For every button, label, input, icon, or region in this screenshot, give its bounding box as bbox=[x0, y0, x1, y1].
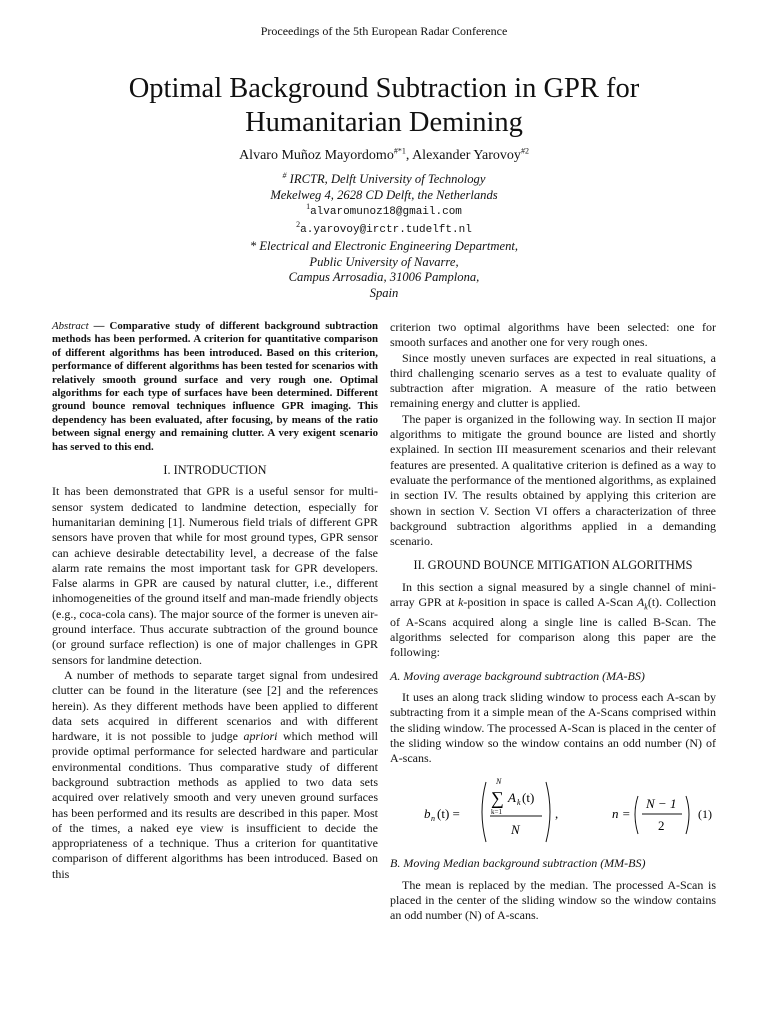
paper-title bbox=[60, 72, 708, 140]
right-paragraph-0: criterion two optimal algorithms have been selected: one for smooth surfaces and another one for very rough ones. bbox=[390, 320, 716, 350]
author-1-name: Alvaro Muñoz Mayordomo bbox=[239, 148, 394, 163]
section-1-heading: I. INTRODUCTION bbox=[163, 463, 267, 478]
eq-lhs-rest: (t) = bbox=[437, 806, 460, 822]
affiliation-2-line-3: Campus Arrosadia, 31006 Pamplona, bbox=[288, 270, 480, 284]
eq-sum-top: N bbox=[496, 777, 502, 787]
author-2-name: Alexander Yarovoy bbox=[412, 148, 521, 163]
email-2-address: a.yarovoy@irctr.tudelft.nl bbox=[300, 223, 472, 236]
right-paragraph-1: Since mostly uneven surfaces are expected in real situations, a third challenging scenario serves as a test to evaluate quality of subtraction after migration. A measure of the ratio between remaining energy and clutter is applied. bbox=[390, 350, 716, 411]
equation-1 bbox=[390, 772, 716, 848]
email-1-address: alvaromunoz18@gmail.com bbox=[310, 206, 462, 218]
subsection-b-paragraph: The mean is replaced by the median. The processed A-Scan is placed in the center of the sliding window so the window contains an odd number (N) of A-scans. bbox=[390, 877, 716, 923]
eq-lhs-n: n bbox=[431, 814, 435, 824]
affiliation-2-line-1: * Electrical and Electronic Engineering Department, bbox=[249, 239, 519, 253]
eq-term-t: (t) bbox=[522, 790, 535, 806]
eq-number: (1) bbox=[698, 807, 712, 822]
title-line-1: Optimal Background Subtraction in GPR for bbox=[128, 73, 640, 104]
section-2-heading: II. GROUND BOUNCE MITIGATION ALGORITHMS bbox=[413, 558, 693, 573]
title-line-2: Humanitarian Demining bbox=[245, 107, 523, 138]
affiliation-2 bbox=[0, 239, 768, 301]
email-2: $^2$a.yarovoy@irctr.tudelft.nl bbox=[296, 219, 472, 236]
eq-term: A bbox=[508, 790, 516, 806]
email-1: $^1$alvaromunoz18@gmail.com bbox=[306, 201, 462, 218]
abstract bbox=[52, 320, 378, 454]
affiliation-2-line-4: Spain bbox=[369, 285, 399, 300]
author-line bbox=[0, 148, 768, 164]
conference-header: Proceedings of the 5th European Radar Conference bbox=[260, 24, 508, 38]
eq-comma: , bbox=[555, 806, 559, 822]
eq-sigma: ∑ bbox=[491, 788, 504, 809]
eq-term-sub: k bbox=[517, 798, 521, 808]
author-2-sup: #2 bbox=[520, 146, 529, 156]
abstract-dash: — bbox=[88, 320, 110, 332]
affiliation-1-line-2: Mekelweg 4, 2628 CD Delft, the Netherlands bbox=[270, 187, 498, 202]
affiliation-1-line-1: # IRCTR, Delft University of Technology bbox=[282, 170, 486, 186]
section-1-paragraph-1: It has been demonstrated that GPR is a useful sensor for multi-sensor system dedicated to landmine detection, especially for humanitarian demining [1]. Numerous field trials of different GPR sensors have proven that while for most ground types, GPR sensor can achieve desirable detectability level, a decrease of the false alarm rate remains the most important task for GPR developers. False alarms in GPR are caused by natural clutter, i.e., different inhomogeneities of the ground itself and man-made friendly objects (e.g., coca-cola cans). The major source of the former is uneven air-ground interface. Thus accurate subtraction of the ground bounce (or ground surface reflection) is one of major challenges in GPR sensors for landmine detection. bbox=[52, 484, 378, 667]
eq-denom: N bbox=[511, 822, 520, 838]
abstract-lead: Abstract bbox=[52, 320, 89, 332]
subsection-a-heading: A. Moving average background subtraction (MA-BS) bbox=[390, 668, 645, 683]
affiliation-1-mark: # bbox=[282, 170, 287, 180]
abstract-body: Comparative study of different background subtraction methods has been performed. A criterion for quantitative comparison of different algorithms has been introduced. Based on this criterion, performance of different algorithms has been tested for scenarios with relatively smooth ground surface and very rough one. Optimal algorithms for each type of surfaces have been determined. Different ground bounce removal techniques influence GPR imaging. This dependency has been evaluated, after focusing, by means of the ratio between signal energy and remaining clutter. A very exigent scenario has served to this end. bbox=[52, 320, 378, 453]
eq-lhs-b: b bbox=[424, 806, 431, 822]
eq-n-paren-left bbox=[635, 796, 638, 834]
eq-n-paren-right bbox=[686, 796, 689, 834]
eq-n-lhs: n = bbox=[612, 806, 631, 822]
author-1-sup: #*1 bbox=[393, 146, 406, 156]
affiliation-2-line-2: Public University of Navarre, bbox=[309, 254, 459, 269]
eq-paren-right bbox=[546, 782, 550, 842]
eq-paren-left bbox=[482, 782, 486, 842]
left-column bbox=[52, 320, 378, 882]
right-paragraph-2: The paper is organized in the following way. In section II major algorithms to mitigate the ground bounce are listed and shortly explained. In section III measurement scenarios and their relevant features are presented. A qualitative criterion is defined as a way to evaluate the performance of the mentioned algorithms, as explained in section IV. The results obtained by applying this criterion are shown in section V. Section VI offers a characterization of three background subtraction algorithms applied in a demanding scenario. bbox=[390, 411, 716, 549]
eq-n-num: N − 1 bbox=[646, 796, 677, 812]
section-2-paragraph-1: In this section a signal measured by a single channel of mini-array GPR at k-position in space is called A-Scan $A_k(t)$. Collection of A-Scans acquired along a single line is called B-Scan. The algorithms selected for comparison along this paper are the following: bbox=[390, 579, 716, 660]
subsection-b-heading: B. Moving Median background subtraction (MM-BS) bbox=[390, 856, 646, 871]
section-1-paragraph-2: A number of methods to separate target signal from undesired clutter can be found in the literature (see [2] and the references herein). As they different methods have been applied to different data sets acquired in different scenarios and with different hardware, it is not possible to judge apriori which method will provide optimal performance for selected hardware and particular environmental conditions. Thus comparative study of different background subtraction methods as applied to two data sets acquired over relatively smooth and very uneven ground surfaces has been performed and its results are described in this paper. Most of the times, a naked eye view is insufficient to decide the appropriateness of a technique. Thus a criterion for quantitative comparison of different algorithms has been introduced. Based on this bbox=[52, 667, 378, 881]
affiliation-1 bbox=[0, 172, 768, 238]
equation-svg bbox=[390, 772, 716, 848]
eq-n-den: 2 bbox=[658, 818, 665, 834]
subsection-a-paragraph: It uses an along track sliding window to process each A-scan by subtracting from it a simple mean of the A-Scans comprised within the sliding window. The processed A-Scan is placed in the center of the sliding window so the window contains an odd number (N) of A-scans. bbox=[390, 689, 716, 766]
eq-sum-bottom: k=1 bbox=[491, 808, 502, 817]
author-separator: , bbox=[405, 148, 413, 163]
right-column bbox=[390, 320, 716, 924]
